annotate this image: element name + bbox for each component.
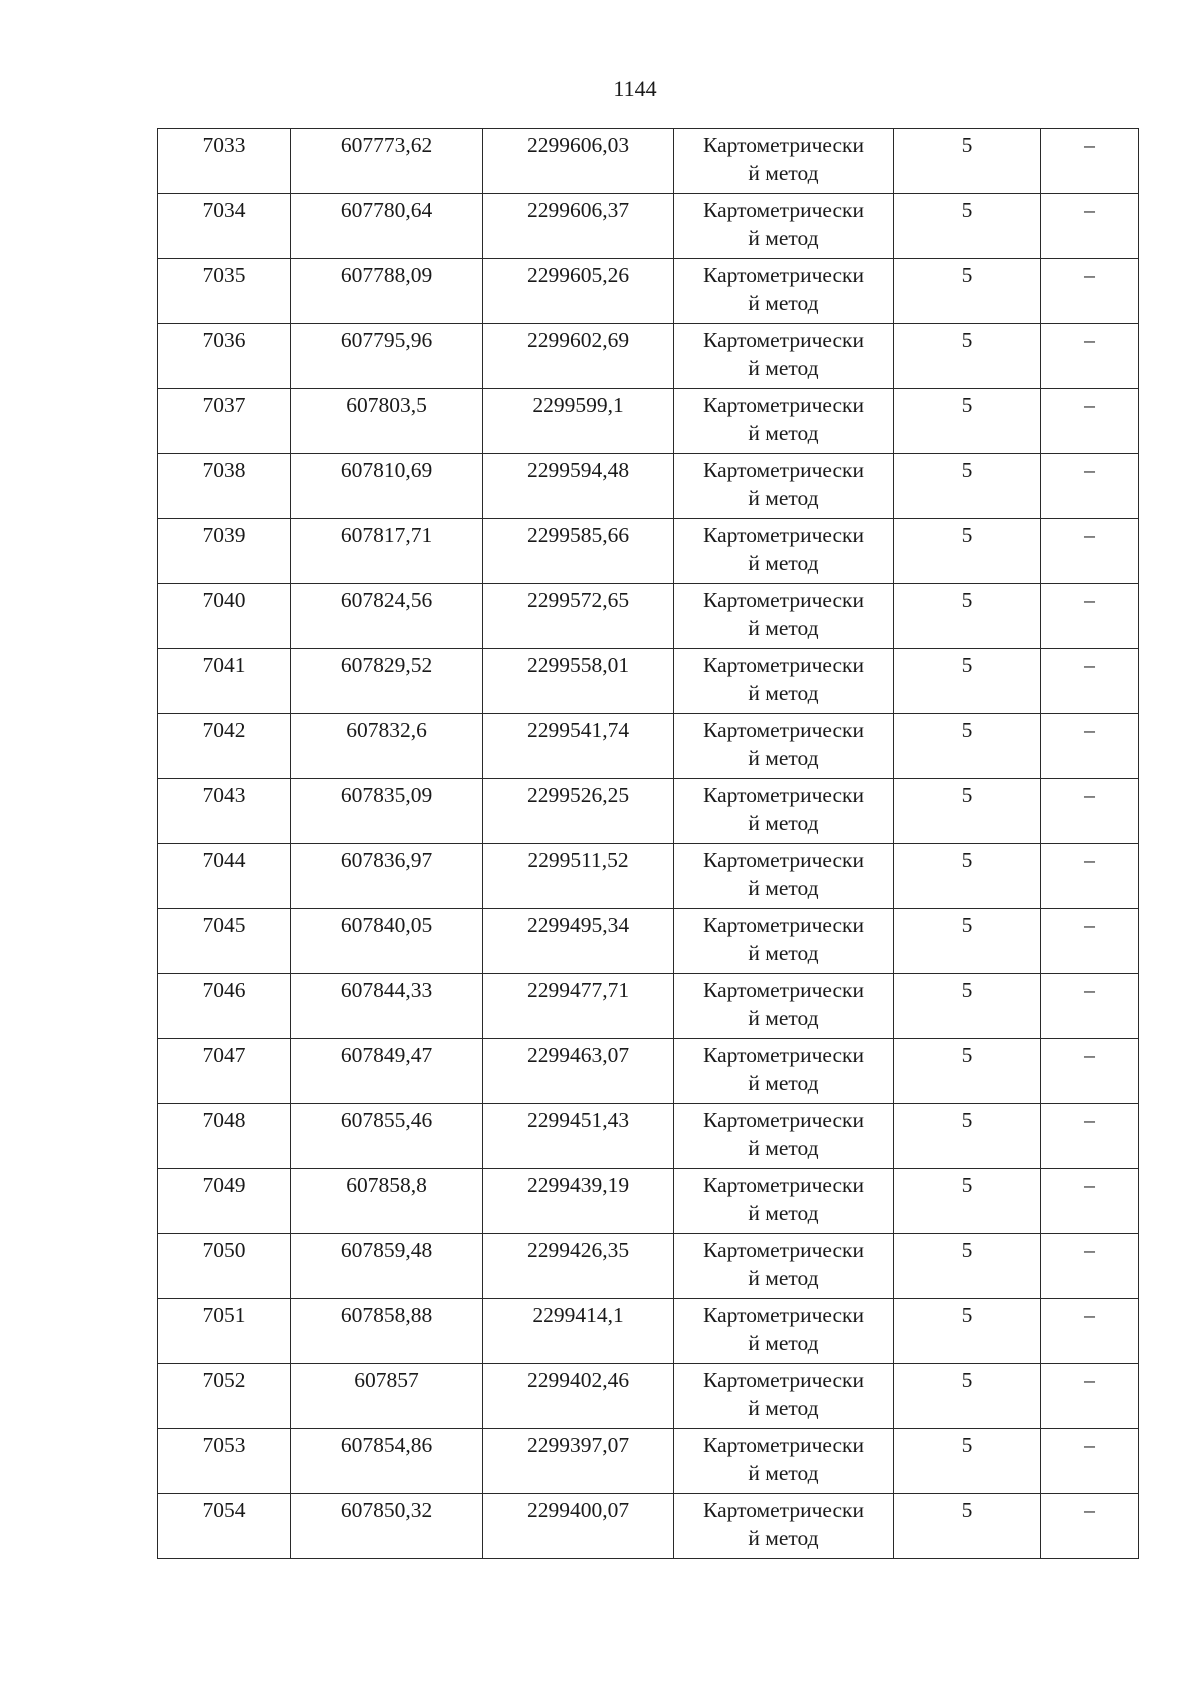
method-line-2: й метод bbox=[748, 1071, 819, 1095]
accuracy-cell: 5 bbox=[894, 1039, 1041, 1104]
y-coordinate-cell: 2299426,35 bbox=[483, 1234, 674, 1299]
point-number-cell: 7046 bbox=[158, 974, 291, 1039]
x-coordinate-cell: 607858,88 bbox=[291, 1299, 483, 1364]
accuracy-cell: 5 bbox=[894, 259, 1041, 324]
method-line-2: й метод bbox=[748, 1006, 819, 1030]
method-line-1: Картометрически bbox=[703, 783, 864, 807]
table-row bbox=[158, 1104, 1139, 1169]
point-number-cell: 7049 bbox=[158, 1169, 291, 1234]
method-line-1: Картометрически bbox=[703, 1043, 864, 1067]
accuracy-cell: 5 bbox=[894, 1494, 1041, 1559]
method-line-1: Картометрически bbox=[703, 913, 864, 937]
page-number: 1144 bbox=[613, 76, 657, 101]
note-cell: – bbox=[1041, 454, 1139, 519]
y-coordinate-cell: 2299439,19 bbox=[483, 1169, 674, 1234]
accuracy-cell: 5 bbox=[894, 714, 1041, 779]
accuracy-cell: 5 bbox=[894, 1169, 1041, 1234]
method-cell bbox=[674, 1364, 894, 1429]
method-cell bbox=[674, 1429, 894, 1494]
accuracy-cell: 5 bbox=[894, 649, 1041, 714]
method-cell bbox=[674, 1299, 894, 1364]
point-number-cell: 7039 bbox=[158, 519, 291, 584]
note-cell: – bbox=[1041, 259, 1139, 324]
method-line-1: Картометрически bbox=[703, 1173, 864, 1197]
method-line-2: й метод bbox=[748, 1136, 819, 1160]
table-row bbox=[158, 324, 1139, 389]
point-number-cell: 7034 bbox=[158, 194, 291, 259]
method-line-1: Картометрически bbox=[703, 718, 864, 742]
note-cell: – bbox=[1041, 974, 1139, 1039]
x-coordinate-cell: 607835,09 bbox=[291, 779, 483, 844]
method-line-2: й метод bbox=[748, 1461, 819, 1485]
x-coordinate-cell: 607855,46 bbox=[291, 1104, 483, 1169]
method-line-2: й метод bbox=[748, 1266, 819, 1290]
method-cell bbox=[674, 1494, 894, 1559]
method-line-1: Картометрически bbox=[703, 1238, 864, 1262]
method-cell bbox=[674, 909, 894, 974]
method-line-2: й метод bbox=[748, 941, 819, 965]
y-coordinate-cell: 2299599,1 bbox=[483, 389, 674, 454]
accuracy-cell: 5 bbox=[894, 909, 1041, 974]
table-row bbox=[158, 194, 1139, 259]
table-row bbox=[158, 1494, 1139, 1559]
note-cell: – bbox=[1041, 129, 1139, 194]
note-cell: – bbox=[1041, 584, 1139, 649]
note-cell: – bbox=[1041, 1299, 1139, 1364]
table-row bbox=[158, 1169, 1139, 1234]
point-number-cell: 7038 bbox=[158, 454, 291, 519]
y-coordinate-cell: 2299495,34 bbox=[483, 909, 674, 974]
method-line-1: Картометрически bbox=[703, 978, 864, 1002]
y-coordinate-cell: 2299477,71 bbox=[483, 974, 674, 1039]
y-coordinate-cell: 2299414,1 bbox=[483, 1299, 674, 1364]
point-number-cell: 7042 bbox=[158, 714, 291, 779]
method-cell bbox=[674, 1039, 894, 1104]
table-row bbox=[158, 974, 1139, 1039]
accuracy-cell: 5 bbox=[894, 1104, 1041, 1169]
table-row bbox=[158, 1234, 1139, 1299]
x-coordinate-cell: 607824,56 bbox=[291, 584, 483, 649]
point-number-cell: 7037 bbox=[158, 389, 291, 454]
point-number-cell: 7040 bbox=[158, 584, 291, 649]
note-cell: – bbox=[1041, 1494, 1139, 1559]
accuracy-cell: 5 bbox=[894, 194, 1041, 259]
y-coordinate-cell: 2299397,07 bbox=[483, 1429, 674, 1494]
method-line-1: Картометрически bbox=[703, 523, 864, 547]
method-cell bbox=[674, 259, 894, 324]
x-coordinate-cell: 607857 bbox=[291, 1364, 483, 1429]
x-coordinate-cell: 607859,48 bbox=[291, 1234, 483, 1299]
coordinates-table-body bbox=[158, 129, 1139, 1559]
method-cell bbox=[674, 324, 894, 389]
y-coordinate-cell: 2299605,26 bbox=[483, 259, 674, 324]
x-coordinate-cell: 607795,96 bbox=[291, 324, 483, 389]
method-line-2: й метод bbox=[748, 551, 819, 575]
point-number-cell: 7045 bbox=[158, 909, 291, 974]
method-cell bbox=[674, 584, 894, 649]
point-number-cell: 7043 bbox=[158, 779, 291, 844]
table-row bbox=[158, 1364, 1139, 1429]
table-row bbox=[158, 1039, 1139, 1104]
method-line-2: й метод bbox=[748, 616, 819, 640]
x-coordinate-cell: 607854,86 bbox=[291, 1429, 483, 1494]
y-coordinate-cell: 2299558,01 bbox=[483, 649, 674, 714]
table-row bbox=[158, 649, 1139, 714]
method-line-1: Картометрически bbox=[703, 1433, 864, 1457]
x-coordinate-cell: 607810,69 bbox=[291, 454, 483, 519]
point-number-cell: 7054 bbox=[158, 1494, 291, 1559]
method-line-1: Картометрически bbox=[703, 653, 864, 677]
accuracy-cell: 5 bbox=[894, 844, 1041, 909]
x-coordinate-cell: 607829,52 bbox=[291, 649, 483, 714]
note-cell: – bbox=[1041, 714, 1139, 779]
note-cell: – bbox=[1041, 844, 1139, 909]
y-coordinate-cell: 2299594,48 bbox=[483, 454, 674, 519]
method-line-1: Картометрически bbox=[703, 1108, 864, 1132]
note-cell: – bbox=[1041, 519, 1139, 584]
method-line-1: Картометрически bbox=[703, 1303, 864, 1327]
accuracy-cell: 5 bbox=[894, 1364, 1041, 1429]
method-line-1: Картометрически bbox=[703, 1498, 864, 1522]
x-coordinate-cell: 607858,8 bbox=[291, 1169, 483, 1234]
method-cell bbox=[674, 779, 894, 844]
point-number-cell: 7036 bbox=[158, 324, 291, 389]
method-line-1: Картометрически bbox=[703, 1368, 864, 1392]
table-row bbox=[158, 454, 1139, 519]
table-row bbox=[158, 519, 1139, 584]
x-coordinate-cell: 607817,71 bbox=[291, 519, 483, 584]
method-cell bbox=[674, 1234, 894, 1299]
table-row bbox=[158, 1299, 1139, 1364]
accuracy-cell: 5 bbox=[894, 519, 1041, 584]
y-coordinate-cell: 2299463,07 bbox=[483, 1039, 674, 1104]
y-coordinate-cell: 2299602,69 bbox=[483, 324, 674, 389]
x-coordinate-cell: 607840,05 bbox=[291, 909, 483, 974]
accuracy-cell: 5 bbox=[894, 1299, 1041, 1364]
table-row bbox=[158, 584, 1139, 649]
point-number-cell: 7048 bbox=[158, 1104, 291, 1169]
accuracy-cell: 5 bbox=[894, 1429, 1041, 1494]
method-line-1: Картометрически bbox=[703, 133, 864, 157]
method-cell bbox=[674, 1169, 894, 1234]
table-row bbox=[158, 909, 1139, 974]
method-line-2: й метод bbox=[748, 1201, 819, 1225]
method-line-2: й метод bbox=[748, 356, 819, 380]
accuracy-cell: 5 bbox=[894, 974, 1041, 1039]
method-line-2: й метод bbox=[748, 1396, 819, 1420]
note-cell: – bbox=[1041, 1429, 1139, 1494]
method-line-2: й метод bbox=[748, 421, 819, 445]
accuracy-cell: 5 bbox=[894, 1234, 1041, 1299]
method-line-1: Картометрически bbox=[703, 848, 864, 872]
method-line-2: й метод bbox=[748, 1331, 819, 1355]
table-row bbox=[158, 259, 1139, 324]
table-row bbox=[158, 714, 1139, 779]
method-cell bbox=[674, 1104, 894, 1169]
point-number-cell: 7041 bbox=[158, 649, 291, 714]
method-line-2: й метод bbox=[748, 746, 819, 770]
method-line-2: й метод bbox=[748, 226, 819, 250]
method-line-2: й метод bbox=[748, 876, 819, 900]
point-number-cell: 7047 bbox=[158, 1039, 291, 1104]
x-coordinate-cell: 607844,33 bbox=[291, 974, 483, 1039]
point-number-cell: 7050 bbox=[158, 1234, 291, 1299]
method-line-1: Картометрически bbox=[703, 393, 864, 417]
x-coordinate-cell: 607773,62 bbox=[291, 129, 483, 194]
method-line-1: Картометрически bbox=[703, 198, 864, 222]
point-number-cell: 7052 bbox=[158, 1364, 291, 1429]
method-cell bbox=[674, 974, 894, 1039]
note-cell: – bbox=[1041, 1039, 1139, 1104]
point-number-cell: 7035 bbox=[158, 259, 291, 324]
x-coordinate-cell: 607803,5 bbox=[291, 389, 483, 454]
method-line-2: й метод bbox=[748, 681, 819, 705]
note-cell: – bbox=[1041, 1364, 1139, 1429]
accuracy-cell: 5 bbox=[894, 779, 1041, 844]
note-cell: – bbox=[1041, 1234, 1139, 1299]
method-cell bbox=[674, 454, 894, 519]
y-coordinate-cell: 2299606,03 bbox=[483, 129, 674, 194]
note-cell: – bbox=[1041, 324, 1139, 389]
method-cell bbox=[674, 519, 894, 584]
method-line-2: й метод bbox=[748, 1526, 819, 1550]
accuracy-cell: 5 bbox=[894, 129, 1041, 194]
note-cell: – bbox=[1041, 194, 1139, 259]
method-line-2: й метод bbox=[748, 486, 819, 510]
accuracy-cell: 5 bbox=[894, 324, 1041, 389]
y-coordinate-cell: 2299451,43 bbox=[483, 1104, 674, 1169]
note-cell: – bbox=[1041, 1104, 1139, 1169]
note-cell: – bbox=[1041, 389, 1139, 454]
method-cell bbox=[674, 389, 894, 454]
method-cell bbox=[674, 194, 894, 259]
point-number-cell: 7033 bbox=[158, 129, 291, 194]
coordinates-table bbox=[157, 128, 1139, 1559]
method-line-2: й метод bbox=[748, 161, 819, 185]
method-cell bbox=[674, 844, 894, 909]
method-line-1: Картометрически bbox=[703, 588, 864, 612]
method-line-2: й метод bbox=[748, 811, 819, 835]
method-cell bbox=[674, 649, 894, 714]
y-coordinate-cell: 2299511,52 bbox=[483, 844, 674, 909]
y-coordinate-cell: 2299585,66 bbox=[483, 519, 674, 584]
method-cell bbox=[674, 129, 894, 194]
table-row bbox=[158, 129, 1139, 194]
note-cell: – bbox=[1041, 909, 1139, 974]
table-row bbox=[158, 779, 1139, 844]
accuracy-cell: 5 bbox=[894, 454, 1041, 519]
x-coordinate-cell: 607836,97 bbox=[291, 844, 483, 909]
point-number-cell: 7051 bbox=[158, 1299, 291, 1364]
table-row bbox=[158, 389, 1139, 454]
accuracy-cell: 5 bbox=[894, 389, 1041, 454]
method-line-1: Картометрически bbox=[703, 458, 864, 482]
x-coordinate-cell: 607850,32 bbox=[291, 1494, 483, 1559]
y-coordinate-cell: 2299572,65 bbox=[483, 584, 674, 649]
note-cell: – bbox=[1041, 779, 1139, 844]
y-coordinate-cell: 2299541,74 bbox=[483, 714, 674, 779]
x-coordinate-cell: 607788,09 bbox=[291, 259, 483, 324]
method-line-1: Картометрически bbox=[703, 328, 864, 352]
y-coordinate-cell: 2299606,37 bbox=[483, 194, 674, 259]
point-number-cell: 7044 bbox=[158, 844, 291, 909]
x-coordinate-cell: 607780,64 bbox=[291, 194, 483, 259]
point-number-cell: 7053 bbox=[158, 1429, 291, 1494]
x-coordinate-cell: 607849,47 bbox=[291, 1039, 483, 1104]
y-coordinate-cell: 2299402,46 bbox=[483, 1364, 674, 1429]
method-line-2: й метод bbox=[748, 291, 819, 315]
y-coordinate-cell: 2299526,25 bbox=[483, 779, 674, 844]
y-coordinate-cell: 2299400,07 bbox=[483, 1494, 674, 1559]
table-row bbox=[158, 844, 1139, 909]
note-cell: – bbox=[1041, 649, 1139, 714]
table-row bbox=[158, 1429, 1139, 1494]
accuracy-cell: 5 bbox=[894, 584, 1041, 649]
method-line-1: Картометрически bbox=[703, 263, 864, 287]
method-cell bbox=[674, 714, 894, 779]
x-coordinate-cell: 607832,6 bbox=[291, 714, 483, 779]
note-cell: – bbox=[1041, 1169, 1139, 1234]
